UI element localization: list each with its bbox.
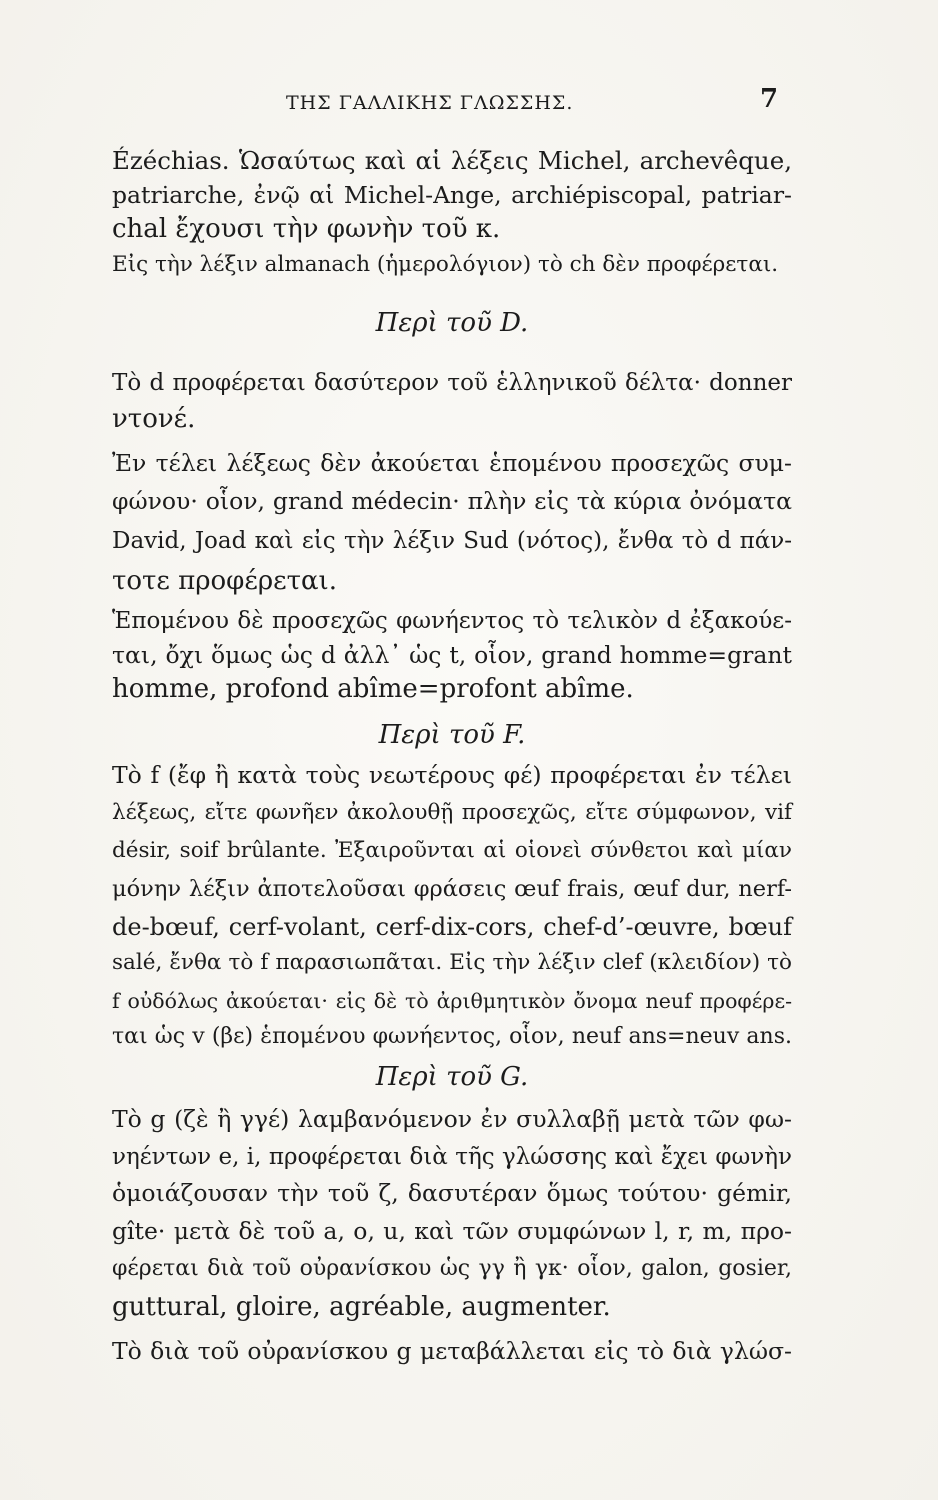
- text-line: Τὸ διὰ τοῦ οὐρανίσκου g μεταβάλλεται εἰς τὸ διὰ γλώσ-: [112, 1337, 792, 1365]
- text-line: Τὸ g (ζὲ ἢ γγέ) λαμβανόμενον ἐν συλλαβῇ μετὰ τῶν φω-: [112, 1105, 792, 1133]
- text-line: Εἰς τὴν λέξιν almanach (ἡμερολόγιον) τὸ ch δὲν προφέρεται.: [112, 252, 779, 277]
- text-line: Τὸ d προφέρεται δασύτερον τοῦ ἑλληνικοῦ δέλτα· donner: [112, 370, 792, 396]
- page-number: 7: [760, 84, 779, 114]
- text-line: Ἐν τέλει λέξεως δὲν ἀκούεται ἑπομένου προσεχῶς συμ-: [112, 449, 792, 477]
- text-line: φώνου· οἷον, grand médecin· πλὴν εἰς τὰ κύρια ὀνόματα: [112, 487, 792, 515]
- text-line: ὁμοιάζουσαν τὴν τοῦ ζ, δασυτέραν ὅμως τούτου· gémir,: [112, 1179, 792, 1207]
- text-line: φέρεται διὰ τοῦ οὐρανίσκου ὡς γγ ἢ γκ· οἷον, galon, gosier,: [112, 1256, 792, 1281]
- text-line: Ἑπομένου δὲ προσεχῶς φωνήεντος τὸ τελικὸν d ἐξακούε-: [112, 608, 792, 634]
- text-line: gîte· μετὰ δὲ τοῦ a, o, u, καὶ τῶν συμφώνων l, r, m, προ-: [112, 1217, 792, 1245]
- text-line: Ézéchias. Ὡσαύτως καὶ αἱ λέξεις Michel, archevêque,: [112, 146, 792, 175]
- section-heading-f: Περὶ τοῦ F.: [378, 720, 526, 750]
- text-line: patriarche, ἐνῷ αἱ Michel-Ange, archiépiscopal, patriar-: [112, 181, 792, 209]
- text-line: guttural, gloire, agréable, augmenter.: [112, 1292, 611, 1322]
- running-title: ΤΗΣ ΓΑΛΛΙΚΗΣ ΓΛΩΣΣΗΣ.: [286, 92, 574, 114]
- text-line: λέξεως, εἴτε φωνῆεν ἀκολουθῇ προσεχῶς, εἴτε σύμφωνον, vif: [112, 800, 792, 825]
- section-heading-d: Περὶ τοῦ D.: [375, 308, 529, 338]
- section-heading-g: Περὶ τοῦ G.: [375, 1062, 529, 1092]
- text-line: ται, ὄχι ὅμως ὡς d ἀλλ᾽ ὡς t, οἷον, grand homme=grant: [112, 641, 792, 669]
- text-line: νηέντων e, i, προφέρεται διὰ τῆς γλώσσης καὶ ἔχει φωνὴν: [112, 1144, 792, 1170]
- text-line: f οὐδόλως ἀκούεται· εἰς δὲ τὸ ἀριθμητικὸν ὄνομα neuf προφέρε-: [112, 989, 792, 1013]
- text-line: chal ἔχουσι τὴν φωνὴν τοῦ κ.: [112, 214, 501, 244]
- text-line: Τὸ f (ἔφ ἢ κατὰ τοὺς νεωτέρους φέ) προφέρεται ἐν τέλει: [112, 761, 792, 789]
- text-line: ντονέ.: [112, 404, 196, 434]
- text-line: désir, soif brûlante. Ἐξαιροῦνται αἱ οἱονεὶ σύνθετοι καὶ μίαν: [112, 838, 792, 863]
- text-line: ται ὡς v (βε) ἑπομένου φωνήεντος, οἷον, neuf ans=neuv ans.: [112, 1024, 792, 1049]
- text-line: de-bœuf, cerf-volant, cerf-dix-cors, chef-d’-œuvre, bœuf: [112, 913, 792, 941]
- text-line: τοτε προφέρεται.: [112, 566, 338, 596]
- text-line: salé, ἔνθα τὸ f παρασιωπᾶται. Εἰς τὴν λέξιν clef (κλειδίον) τὸ: [112, 950, 792, 975]
- text-line: homme, profond abîme=profont abîme.: [112, 674, 634, 704]
- text-line: David, Joad καὶ εἰς τὴν λέξιν Sud (νότος), ἔνθα τὸ d πάν-: [112, 528, 792, 554]
- text-line: μόνην λέξιν ἀποτελοῦσαι φράσεις œuf frais, œuf dur, nerf-: [112, 876, 792, 902]
